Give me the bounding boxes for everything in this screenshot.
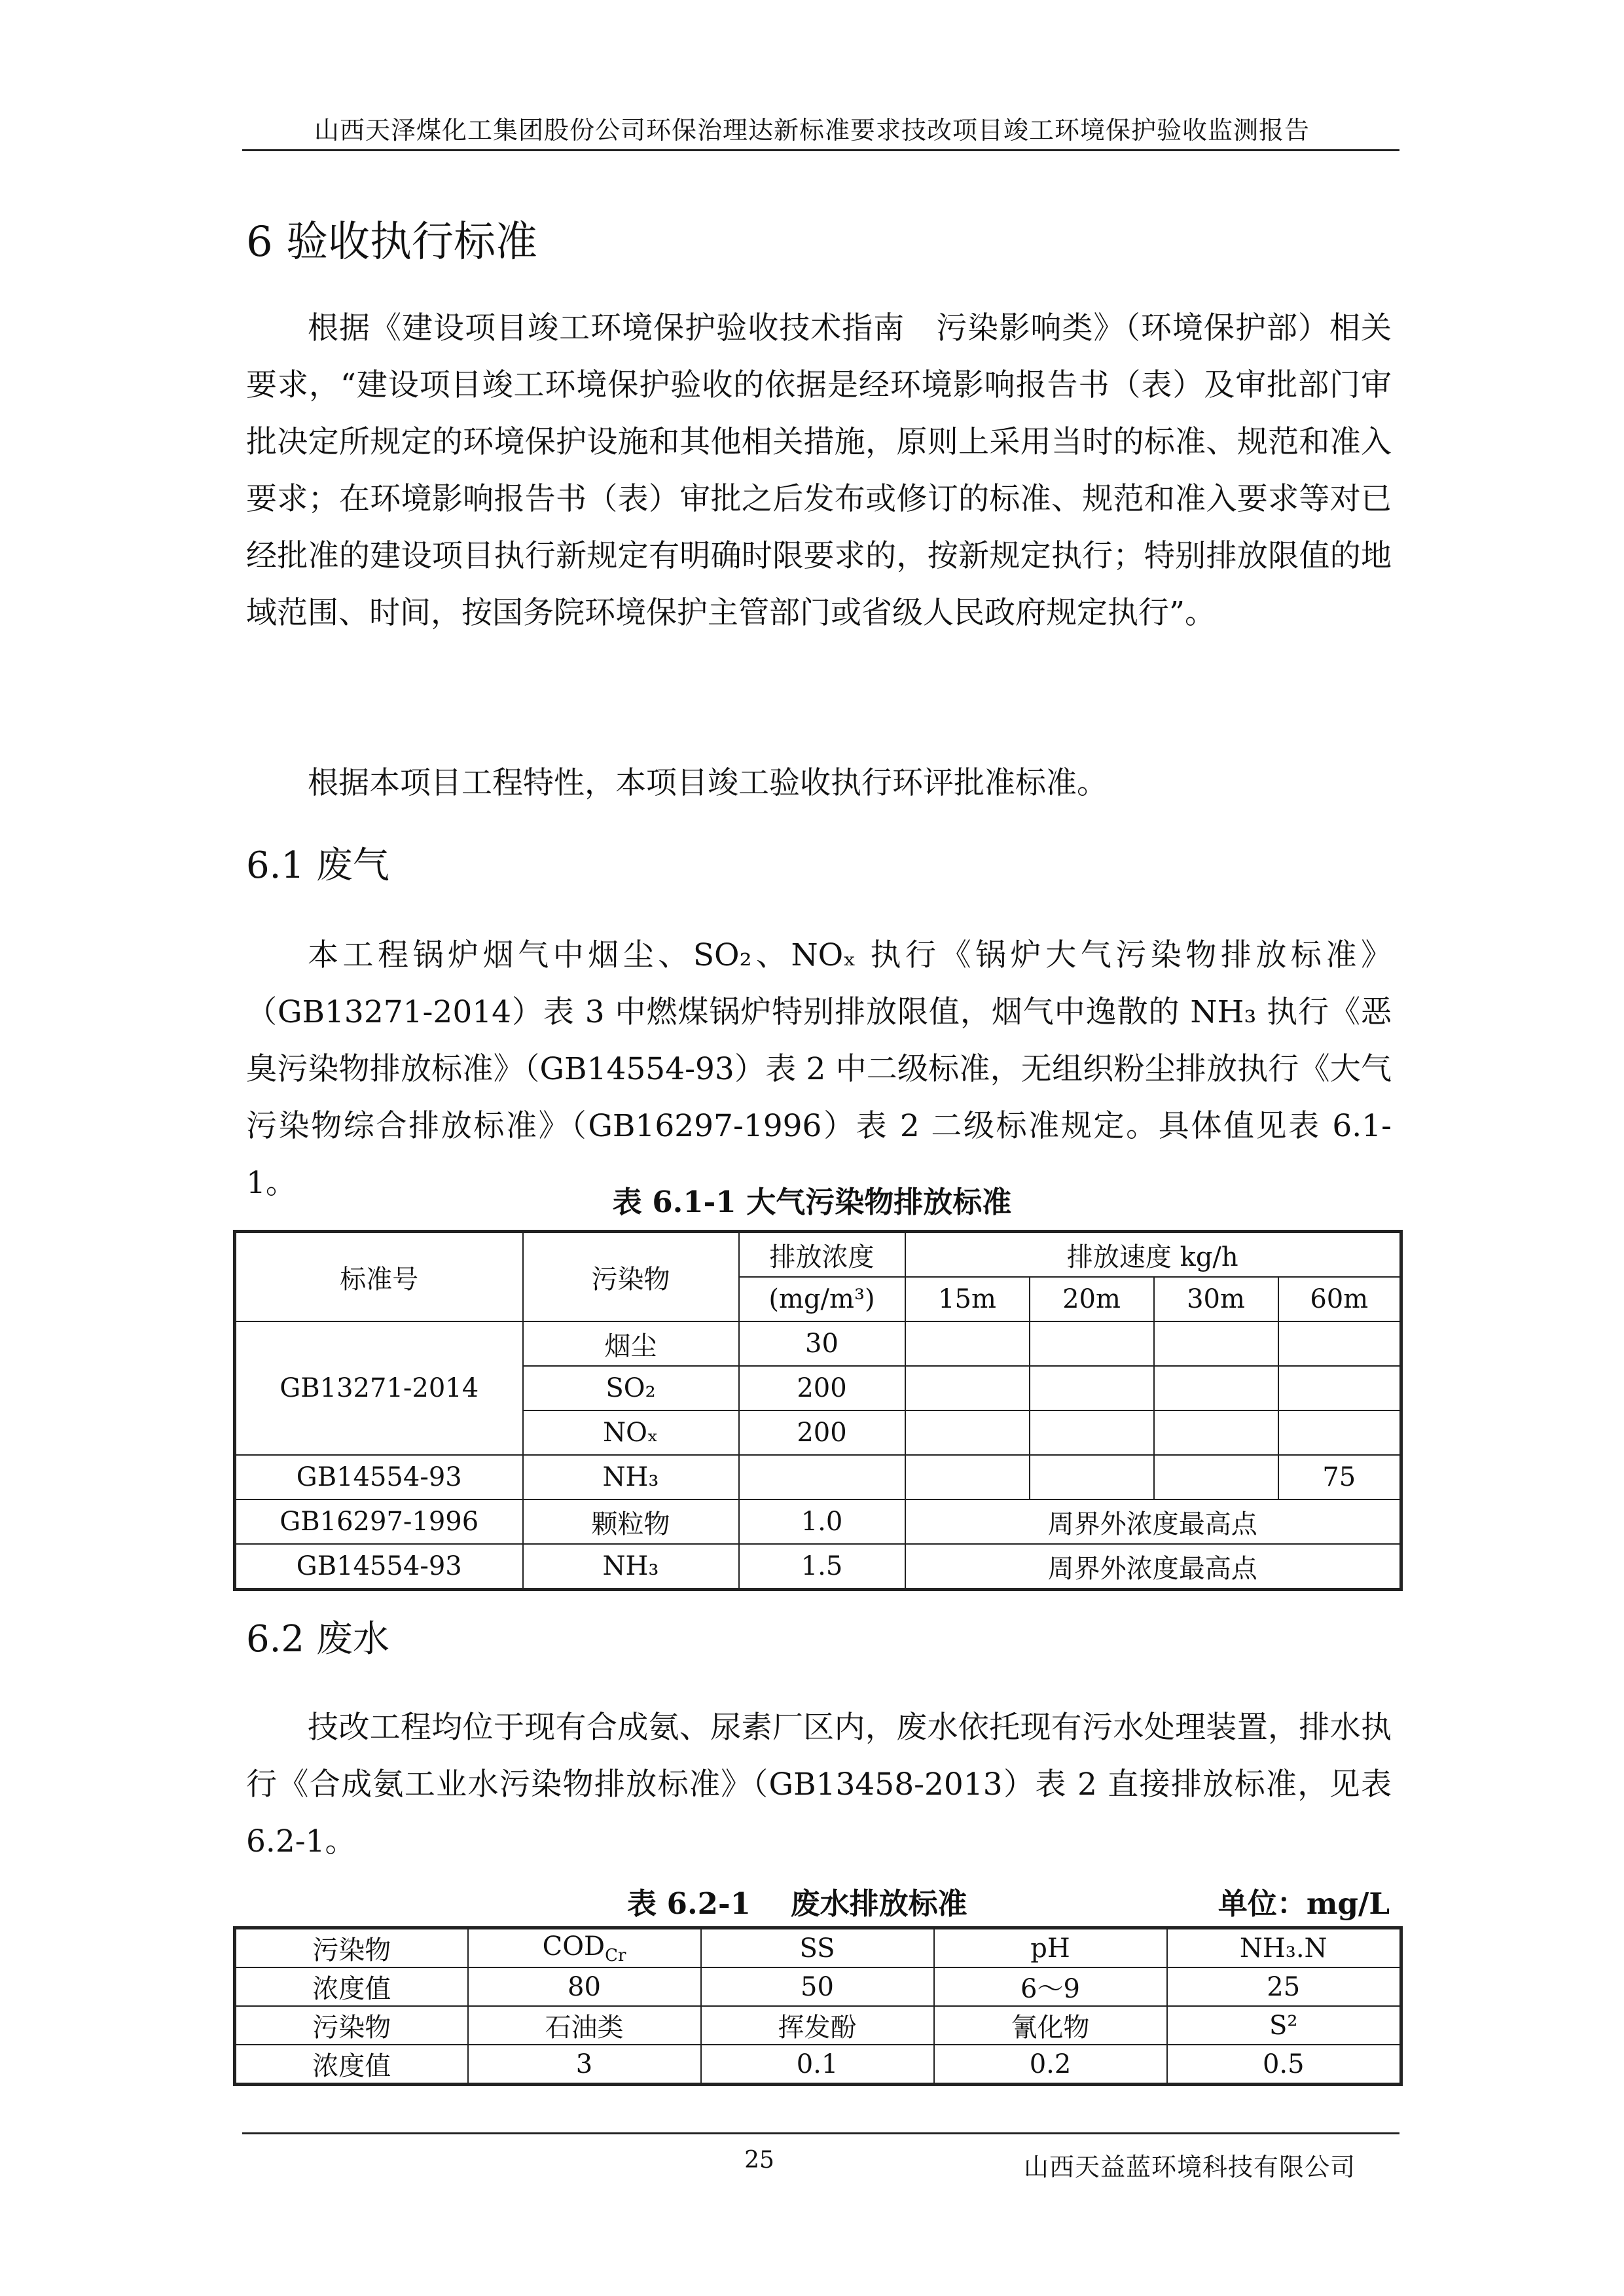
- cell-concentration: [739, 1455, 905, 1499]
- cell-empty: [905, 1366, 1030, 1410]
- cell-concentration: 30: [739, 1321, 905, 1366]
- cell-pollutant: NH₃: [523, 1544, 739, 1590]
- header-pollutant: 污染物: [523, 1232, 739, 1322]
- cell-note: 周界外浓度最高点: [905, 1544, 1401, 1590]
- cell-value: 氰化物: [934, 2006, 1167, 2045]
- cell-value: SS: [701, 1928, 934, 1968]
- wastewater-standard-table: [233, 1926, 1403, 2086]
- header-standard: 标准号: [235, 1232, 523, 1322]
- table-row: [235, 2006, 1401, 2045]
- cell-empty: [1154, 1366, 1278, 1410]
- cell-label: 污染物: [235, 1928, 468, 1968]
- cod-subscript: Cr: [605, 1945, 626, 1965]
- cell-value: 80: [468, 1967, 701, 2006]
- cell-empty: [1154, 1410, 1278, 1455]
- cell-value: 0.1: [701, 2045, 934, 2085]
- table-row: [235, 1928, 1401, 1968]
- cell-empty: [1278, 1410, 1401, 1455]
- page-number: 25: [744, 2147, 774, 2174]
- header-height-30m: 30m: [1154, 1277, 1278, 1321]
- cell-value: 3: [468, 2045, 701, 2085]
- cell-standard: GB14554-93: [235, 1455, 523, 1499]
- cell-empty: [905, 1321, 1030, 1366]
- header-concentration-unit: (mg/m³): [739, 1277, 905, 1321]
- cell-empty: [1278, 1366, 1401, 1410]
- cell-value: pH: [934, 1928, 1167, 1968]
- table-row: [235, 1321, 1401, 1366]
- header-height-60m: 60m: [1278, 1277, 1401, 1321]
- section-6-2-paragraph: 技改工程均位于现有合成氨、尿素厂区内，废水依托现有污水处理装置，排水执行《合成氨工业水污染物排放标准》（GB13458-2013）表 2 直接排放标准，见表 6.2-1。: [246, 1710, 1392, 1859]
- cell-standard: GB14554-93: [235, 1544, 523, 1590]
- table-row: [235, 1967, 1401, 2006]
- cell-value: 0.2: [934, 2045, 1167, 2085]
- cell-empty: [905, 1410, 1030, 1455]
- cell-empty: [905, 1455, 1030, 1499]
- cell-rate-60m: 75: [1278, 1455, 1401, 1499]
- cell-empty: [1030, 1410, 1154, 1455]
- running-header: 山西天泽煤化工集团股份公司环保治理达新标准要求技改项目竣工环境保护验收监测报告: [314, 116, 1310, 145]
- table-6-2-1-caption: 表 6.2-1 废水排放标准: [627, 1886, 967, 1921]
- cell-value: 0.5: [1167, 2045, 1401, 2085]
- header-concentration: 排放浓度: [739, 1232, 905, 1278]
- section-6-paragraph-2: 根据本项目工程特性，本项目竣工验收执行环评批准标准。: [308, 765, 1108, 801]
- cell-empty: [1030, 1455, 1154, 1499]
- section-6-2-heading: 6.2 废水: [246, 1618, 389, 1660]
- section-6-1-heading: 6.1 废气: [246, 844, 389, 887]
- cell-empty: [1030, 1321, 1154, 1366]
- cell-value: S²: [1167, 2006, 1401, 2045]
- header-emission-rate: 排放速度 kg/h: [905, 1232, 1401, 1278]
- cell-note: 周界外浓度最高点: [905, 1499, 1401, 1544]
- cell-label: 污染物: [235, 2006, 468, 2045]
- cell-pollutant: NH₃: [523, 1455, 739, 1499]
- table-6-2-1-unit: 单位：mg/L: [1218, 1886, 1390, 1921]
- cell-value: 石油类: [468, 2006, 701, 2045]
- cell-value: 50: [701, 1967, 934, 2006]
- cell-empty: [1154, 1321, 1278, 1366]
- cell-label: 浓度值: [235, 1967, 468, 2006]
- cell-concentration: 200: [739, 1366, 905, 1410]
- cell-value: 挥发酚: [701, 2006, 934, 2045]
- cell-pollutant: 颗粒物: [523, 1499, 739, 1544]
- table-row: [235, 1455, 1401, 1499]
- table-row: [235, 2045, 1401, 2085]
- cell-pollutant: 烟尘: [523, 1321, 739, 1366]
- footer-organization: 山西天益蓝环境科技有限公司: [1023, 2153, 1356, 2181]
- cell-empty: [1154, 1455, 1278, 1499]
- header-height-15m: 15m: [905, 1277, 1030, 1321]
- cell-standard: GB16297-1996: [235, 1499, 523, 1544]
- cell-concentration: 200: [739, 1410, 905, 1455]
- cell-value: 25: [1167, 1967, 1401, 2006]
- cell-value: 6～9: [934, 1967, 1167, 2006]
- table-6-1-1-caption: 表 6.1-1 大气污染物排放标准: [612, 1185, 1012, 1219]
- cell-concentration: 1.0: [739, 1499, 905, 1544]
- section-6-paragraph-1: 根据《建设项目竣工环境保护验收技术指南 污染影响类》（环境保护部）相关要求，“建设项目竣工环境保护验收的依据是经环境影响报告书（表）及审批部门审批决定所规定的环境保护设施和其他相关措施，原则上采用当时的标准、规范和准入要求；在环境影响报告书（表）审批之后发布或修订的标准、规范和准入要求等对已经批准的建设项目执行新规定有明确时限要求的，按新规定执行；特别排放限值的地域范围、时间，按国务院环境保护主管部门或省级人民政府规定执行”。: [246, 310, 1392, 631]
- air-emission-standard-table: [233, 1230, 1403, 1591]
- cod-text: COD: [542, 1931, 605, 1962]
- table-row: [235, 1499, 1401, 1544]
- cell-pollutant: SO₂: [523, 1366, 739, 1410]
- section-6-heading: 6 验收执行标准: [246, 218, 538, 266]
- header-height-20m: 20m: [1030, 1277, 1154, 1321]
- cell-standard: GB13271-2014: [235, 1321, 523, 1455]
- footer-rule: [242, 2132, 1399, 2134]
- table-row: [235, 1544, 1401, 1590]
- cell-empty: [1030, 1366, 1154, 1410]
- cell-concentration: 1.5: [739, 1544, 905, 1590]
- cell-value: NH₃.N: [1167, 1928, 1401, 1968]
- section-6-1-paragraph: 本工程锅炉烟气中烟尘、SO₂、NOₓ 执行《锅炉大气污染物排放标准》（GB13271-2014）表 3 中燃煤锅炉特别排放限值，烟气中逸散的 NH₃ 执行《恶臭污染物排放标准》（GB14554-93）表 2 中二级标准，无组织粉尘排放执行《大气污染物综合排放标准》（GB16297-1996）表 2 二级标准规定。具体值见表 6.1-1。: [246, 937, 1392, 1201]
- header-rule: [242, 149, 1399, 151]
- cell-cod: [468, 1928, 701, 1968]
- cell-label: 浓度值: [235, 2045, 468, 2085]
- cell-pollutant: NOₓ: [523, 1410, 739, 1455]
- cell-empty: [1278, 1321, 1401, 1366]
